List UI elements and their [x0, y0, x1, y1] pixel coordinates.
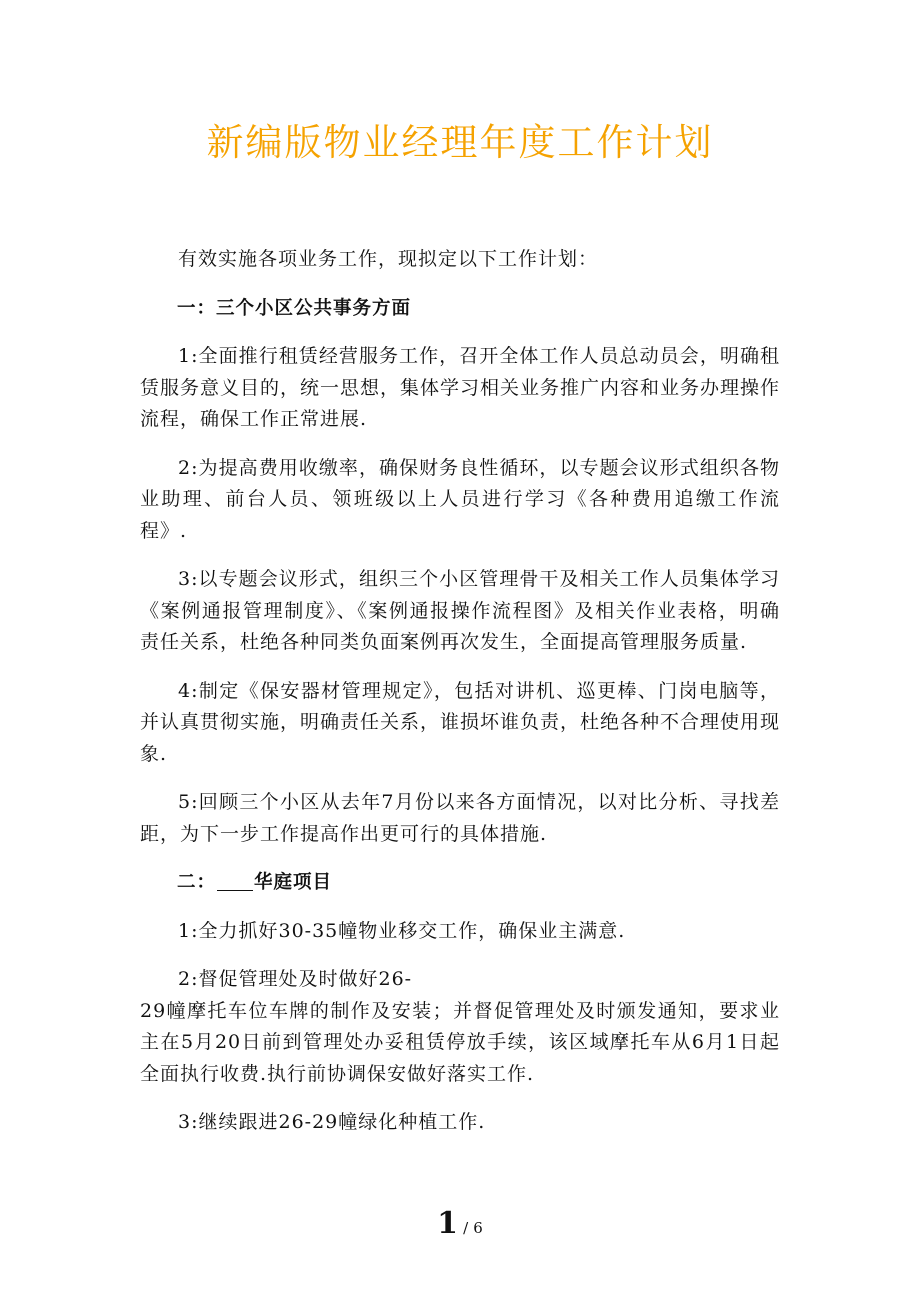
- section-heading-2: [140, 867, 780, 899]
- list-item-continuation: 29幢摩托车位车牌的制作及安装；并督促管理处及时颁发通知，要求业主在5月20日前到管理处办妥租赁停放手续，该区域摩托车从6月1日起全面执行收费.执行前协调保安做好落实工作.: [140, 999, 780, 1085]
- list-item: 3:以专题会议形式，组织三个小区管理骨干及相关工作人员集体学习《案例通报管理制度》、《案例通报操作流程图》及相关作业表格，明确责任关系，杜绝各种同类负面案例再次发生，全面提高管理服务质量.: [140, 568, 780, 653]
- list-item: 2:为提高费用收缴率，确保财务良性循环，以专题会议形式组织各物业助理、前台人员、领班级以上人员进行学习《各种费用追缴工作流程》.: [140, 456, 780, 542]
- intro-paragraph: 有效实施各项业务工作，现拟定以下工作计划：: [178, 248, 599, 270]
- total-pages: 6: [473, 1219, 483, 1237]
- list-item: [140, 964, 780, 1090]
- current-page-number: 1: [437, 1206, 459, 1241]
- list-item: 1:全力抓好30-35幢物业移交工作，确保业主满意.: [178, 919, 626, 942]
- section-heading-prefix: 二：: [177, 872, 217, 893]
- list-item: 4:制定《保安器材管理规定》，包括对讲机、巡更棒、门岗电脑等，并认真贯彻实施，明确责任关系，谁损坏谁负责，杜绝各种不合理使用现象.: [140, 679, 781, 765]
- document-title: 新编版物业经理年度工作计划: [206, 121, 714, 164]
- document-body: [140, 244, 780, 1156]
- list-item: 1:全面推行租赁经营服务工作，召开全体工作人员总动员会，明确租赁服务意义目的，统一思想，集体学习相关业务推广内容和业务办理操作流程，确保工作正常进展.: [140, 345, 781, 430]
- section-heading: 一：三个小区公共事务方面: [177, 297, 412, 319]
- underline-blank: [217, 870, 253, 891]
- list-item: 3:继续跟进26-29幢绿化种植工作.: [178, 1111, 486, 1133]
- page-number: [0, 1206, 920, 1241]
- section-heading-suffix: 华庭项目: [254, 872, 333, 893]
- list-item: 5:回顾三个小区从去年7月份以来各方面情况，以对比分析、寻找差距，为下一步工作提高作出更可行的具体措施.: [140, 791, 780, 845]
- list-item-first-line: 2:督促管理处及时做好26-: [178, 968, 413, 990]
- page-separator: /: [463, 1219, 469, 1237]
